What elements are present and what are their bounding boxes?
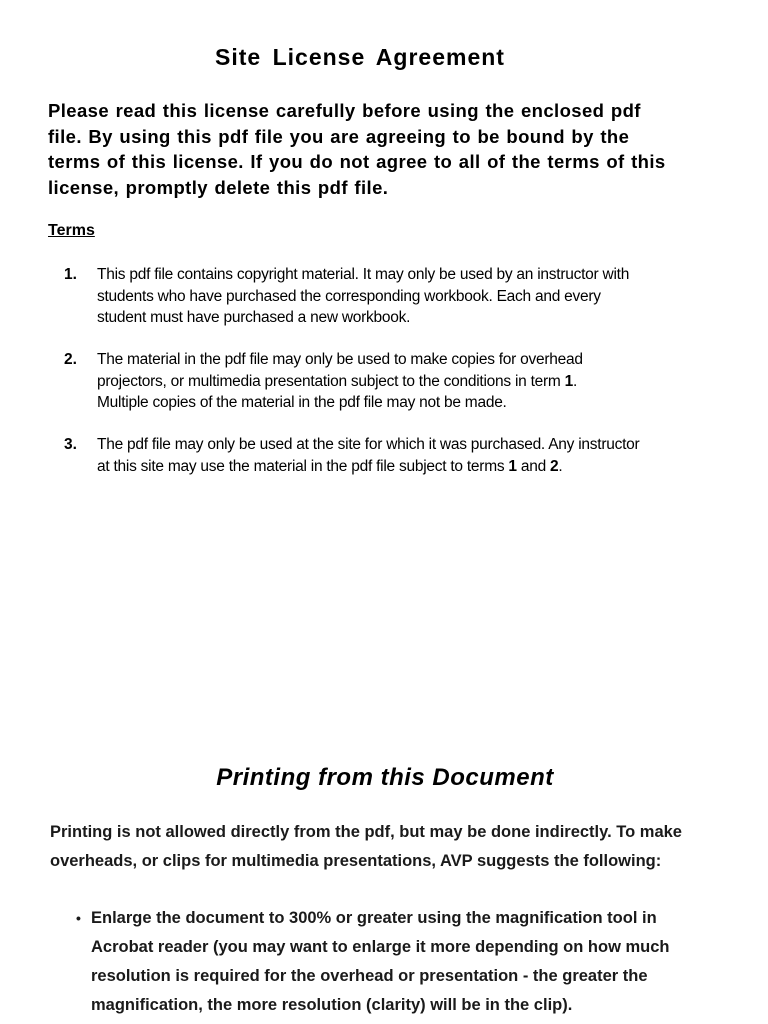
bullet-text: Enlarge the document to 300% or greater using the magnification tool in Acrobat reader (you may want to enlarge it more depending on how much resolution is required for the overhead or presentation - the greater the magnification, the more resolution (clarity) will be in the clip). — [91, 909, 670, 1014]
bullet-marker: • — [76, 910, 81, 926]
term-reference: 1 — [508, 457, 517, 475]
term-text-part: The material in the pdf file may only be used to make copies for overhead projectors, or multimedia presentation subject to the conditions in term — [97, 351, 583, 390]
term-item-2 — [64, 349, 664, 414]
term-number: 2. — [64, 351, 77, 368]
term-reference: 2 — [550, 457, 559, 475]
term-text-part: . — [558, 457, 563, 475]
term-text — [97, 349, 664, 414]
license-title: Site License Agreement — [215, 44, 505, 70]
license-intro-paragraph: Please read this license carefully before using the enclosed pdf file. By using this pdf file you are agreeing to be bound by the terms of this license. If you do not agree to all of the terms of this license, promptly delete this pdf file. — [48, 100, 666, 198]
printing-intro-paragraph: Printing is not allowed directly from the pdf, but may be done indirectly. To make overheads, or clips for multimedia presentations, AVP suggests the following: — [50, 823, 682, 870]
term-item-3 — [64, 434, 664, 477]
term-reference: 1 — [564, 372, 574, 390]
term-text-part: The pdf file may only be used at the site for which it was purchased. Any instructor at this site may use the material in the pdf file subject to terms — [97, 436, 640, 475]
term-number: 3. — [64, 436, 77, 453]
printing-bullet-item — [76, 904, 716, 1020]
term-text: This pdf file contains copyright material. It may only be used by an instructor with students who have purchased the corresponding workbook. Each and every student must have purchased a new workbook. — [97, 266, 630, 326]
term-text-part: . Multiple copies of the material in the pdf file may not be made. — [97, 372, 578, 411]
terms-heading: Terms — [48, 222, 95, 239]
term-number: 1. — [64, 266, 77, 283]
term-text-part: and — [516, 457, 551, 475]
printing-title: Printing from this Document — [216, 764, 554, 791]
term-item-1 — [64, 264, 664, 329]
term-text — [97, 434, 664, 477]
